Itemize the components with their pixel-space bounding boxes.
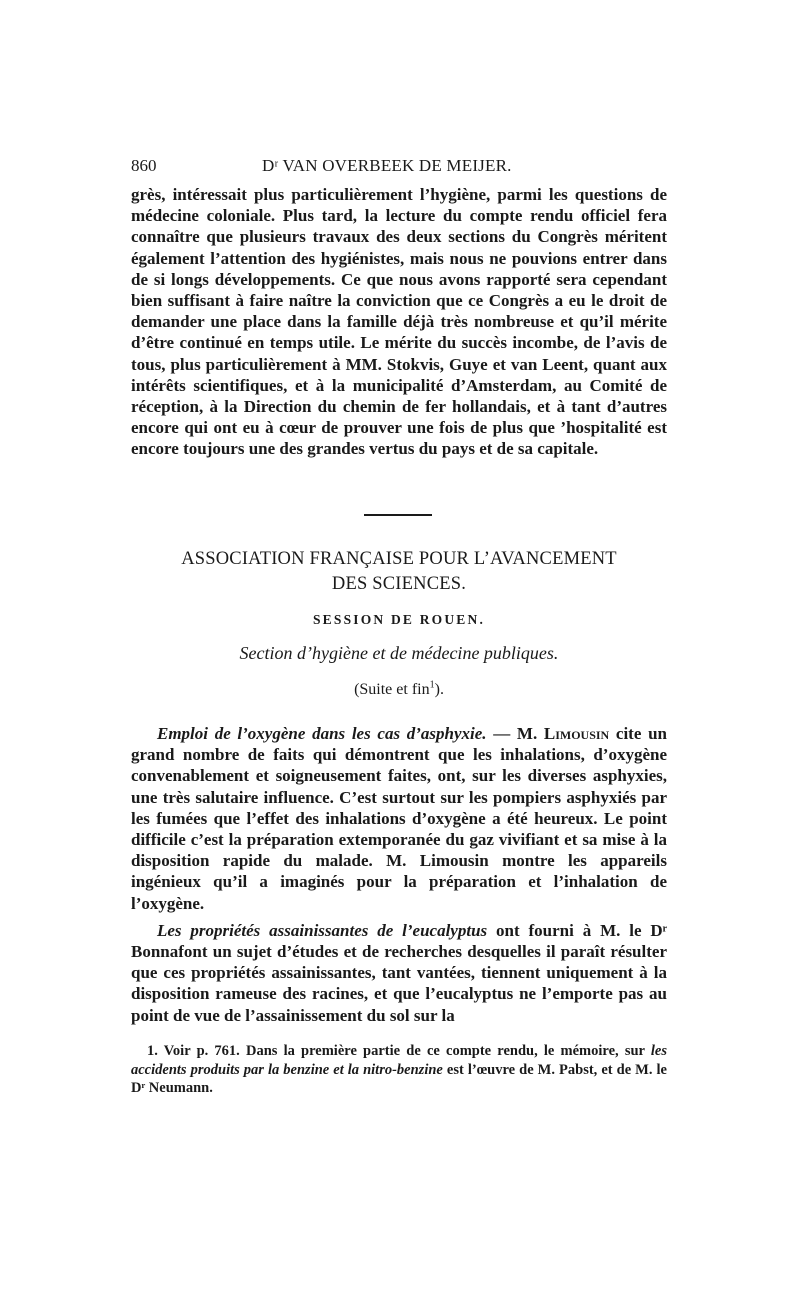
paragraph-eucalyptus-text: ont fourni à M. le Dʳ Bonnafont un sujet d’études et de recherches desquelles il paraît résulter que ces propriétés assainissantes, tant vantées, tiennent uniquement à la disposition rameuse des racines, et que l’eucalyptus ne l’emporte pas au point de vue de l’assainissement du sol sur la [131, 920, 667, 1025]
top-paragraph [131, 184, 667, 460]
footnote-text-after: est l’œuvre de M. Pabst, et de M. le Dʳ Neumann. [131, 1061, 667, 1096]
paragraph-oxygen-heading: Emploi de l’oxygène dans les cas d’asphyxie. [157, 724, 487, 743]
paragraph-oxygen-author: Limousin [543, 724, 610, 743]
footnote-text-before: Voir p. 761. Dans la première partie de ce compte rendu, le mémoire, sur [157, 1043, 651, 1059]
paragraph-eucalyptus-heading: Les propriétés assainissantes de l’eucalyptus [157, 920, 488, 940]
paragraph-oxygen [131, 723, 667, 914]
main-paragraphs [131, 723, 667, 1026]
subsection-heading: Section d’hygiène et de médecine publiques. [239, 643, 559, 663]
session-heading: SESSION DE ROUEN. [312, 612, 486, 627]
continuation-note [131, 681, 667, 699]
continuation-text: (Suite et fin [354, 681, 430, 698]
section-divider [364, 514, 432, 516]
paragraph-oxygen-text: cite un grand nombre de faits qui démontrent que les inhalations, d’oxygène convenablement et soigneusement faites, ont, sur les diverses asphyxies, une très salutaire influence. C’est surtout sur les pompiers asphyxiés par les fumées que l’effet des inhalations d’oxygène a été heureux. Le point difficile c’est la préparation extemporanée du gaz vivifiant et sa mise à la disposition rapide du malade. M. Limousin montre les appareils ingénieux qu’il a imaginés pour la préparation et l’inhalation de l’oxygène. [131, 724, 667, 913]
footnote-title: les accidents produits par la benzine et la nitro-benzine [131, 1043, 667, 1078]
continuation-close: ). [434, 681, 444, 698]
paragraph-eucalyptus [131, 920, 667, 1026]
section-title-line1: ASSOCIATION FRANÇAISE POUR L’AVANCEMENT [181, 549, 617, 569]
footnote [131, 1042, 667, 1098]
section-title-line2: DES SCIENCES. [331, 574, 467, 594]
continuation-footnote-ref: 1 [429, 679, 435, 691]
running-head: Dʳ VAN OVERBEEK DE MEIJER. [262, 156, 512, 175]
page-number: 860 [131, 156, 157, 175]
paragraph-oxygen-dash: — M. [486, 724, 544, 743]
top-paragraph-text: grès, intéressait plus particulièrement l’hygiène, parmi les questions de médecine coloniale. Plus tard, la lecture du compte rendu officiel fera connaître que plusieurs travaux des deux sections du Congrès méritent également l’attention des hygiénistes, mais nous ne pouvions entrer dans de si longs développements. Ce que nous avons rapporté sera cependant bien suffisant à faire naître la conviction que ce Congrès a eu le droit de demander une place dans la famille déjà très nombreuse et qu’il mérite d’être continué en temps utile. Le mérite du succès incombe, de l’avis de tous, plus particulièrement à MM. Stokvis, Guye et van Leent, quant aux intérêts scientifiques, et à la municipalité d’Amsterdam, au Comité de réception, à la Direction du chemin de fer hollandais, et à tant d’autres encore qui ont eu à cœur de prouver une fois de plus que ’hospitalité est encore toujours une des grandes vertus du pays et de sa capitale. [131, 185, 667, 459]
footnote-number: 1. [147, 1043, 158, 1059]
footnote-1 [131, 1042, 667, 1098]
